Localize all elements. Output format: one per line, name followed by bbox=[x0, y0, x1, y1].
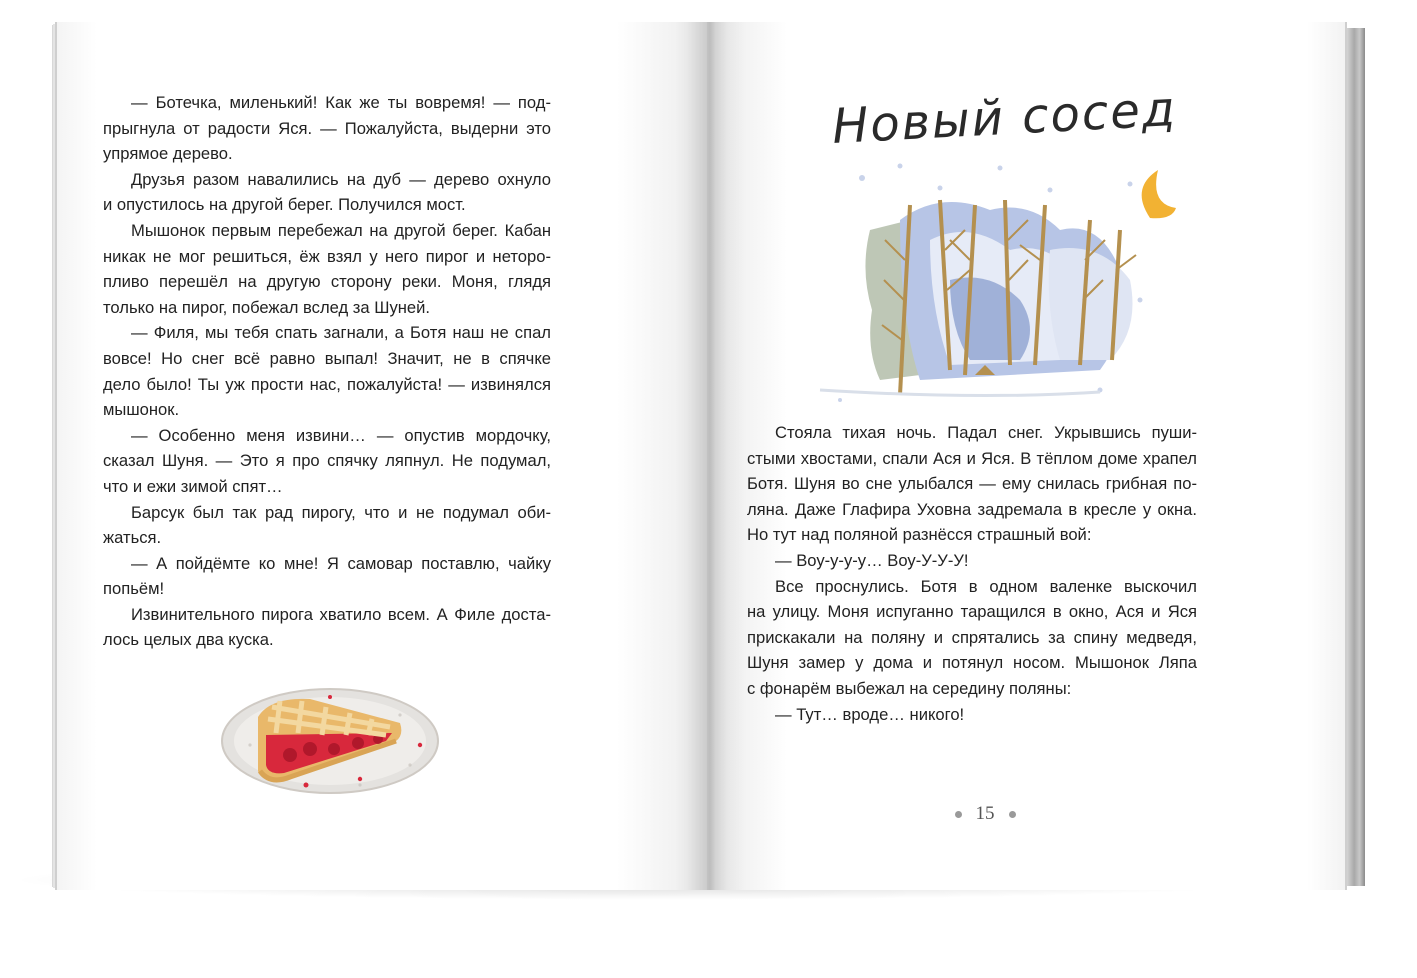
page-number-dot-right bbox=[1009, 811, 1016, 818]
text-line: стыми хвостами, спали Ася и Яся. В тёплом доме храпел bbox=[747, 448, 1197, 468]
pie-slice-illustration bbox=[210, 675, 450, 805]
snowy-forest-illustration bbox=[800, 160, 1160, 410]
text-line: что и ежи зимой спят… bbox=[103, 476, 283, 496]
text-line: Все проснулись. Ботя в одном валенке выскочил bbox=[775, 576, 1197, 596]
page-number-value: 15 bbox=[975, 803, 995, 824]
text-line: никак не мог решиться, ёж взял у него пирог и неторо- bbox=[103, 246, 551, 266]
text-line: сказал Шуня. — Это я про спячку ляпнул. Не подумал, bbox=[103, 451, 551, 471]
page-number bbox=[930, 803, 1040, 825]
text-line: — Воу-у-у-у… Воу-У-У-У! bbox=[775, 550, 969, 570]
text-line: — Тут… вроде… никого! bbox=[775, 704, 965, 724]
text-line: дело было! Ты уж прости нас, пожалуйста! — извинялся bbox=[103, 374, 551, 394]
text-line: Но тут над поляной разнёсся страшный вой: bbox=[747, 525, 1092, 545]
text-line: упрямое дерево. bbox=[103, 144, 233, 164]
paragraph bbox=[103, 500, 551, 551]
left-page-text bbox=[103, 90, 551, 653]
paragraph bbox=[103, 218, 551, 320]
text-line: Шуня замер у дома и потянул носом. Мышонок Ляпа bbox=[747, 653, 1197, 673]
text-line: Стояла тихая ночь. Падал снег. Укрывшись пуши- bbox=[775, 423, 1197, 442]
paragraph bbox=[747, 702, 1197, 728]
text-line: и опустилось на другой берег. Получился мост. bbox=[103, 195, 466, 215]
paragraph bbox=[103, 602, 551, 653]
text-line: Барсук был так рад пирогу, что и не подумал оби- bbox=[131, 502, 551, 522]
text-line: прискакали на поляну и спрятались за спину медведя, bbox=[747, 627, 1197, 647]
text-line: — Филя, мы тебя спать загнали, а Ботя наш не спал bbox=[131, 323, 551, 343]
paragraph bbox=[103, 423, 551, 500]
text-line: прыгнула от радости Яся. — Пожалуйста, выдерни это bbox=[103, 118, 551, 138]
text-line: Извинительного пирога хватило всем. А Филе доста- bbox=[131, 604, 551, 624]
text-line: Мышонок первым перебежал на другой берег. Кабан bbox=[131, 220, 551, 240]
paragraph bbox=[103, 551, 551, 602]
text-line: с фонарём выбежал на середину поляны: bbox=[747, 678, 1072, 698]
paragraph bbox=[747, 574, 1197, 702]
right-page-text bbox=[747, 420, 1197, 727]
text-line: — Ботечка, миленький! Как же ты вовремя! — под- bbox=[131, 93, 551, 112]
text-line: вовсе! Но снег всё равно выпал! Значит, не в спячке bbox=[103, 348, 551, 368]
paragraph bbox=[747, 420, 1197, 548]
text-line: жаться. bbox=[103, 528, 162, 548]
text-line: — Особенно меня извини… — опустив мордочку, bbox=[131, 425, 551, 445]
paragraph bbox=[103, 320, 551, 422]
paragraph bbox=[747, 548, 1197, 574]
chapter-title: Новый сосед bbox=[830, 81, 1179, 155]
text-line: мышонок. bbox=[103, 400, 180, 420]
text-line: — А пойдёмте ко мне! Я самовар поставлю, чайку bbox=[131, 553, 551, 573]
text-line: на улицу. Моня испуганно таращился в окно, Ася и Яся bbox=[747, 602, 1197, 622]
text-line: ляна. Даже Глафира Уховна задремала в кресле у окна. bbox=[747, 499, 1197, 519]
text-line: Друзья разом навалились на дуб — дерево охнуло bbox=[131, 169, 551, 189]
text-line: Ботя. Шуня во сне улыбался — ему снилась грибная по- bbox=[747, 474, 1197, 494]
text-line: лось целых два куска. bbox=[103, 630, 274, 650]
text-line: попьём! bbox=[103, 579, 165, 599]
paragraph bbox=[103, 90, 551, 167]
page-number-dot-left bbox=[955, 811, 962, 818]
text-line: только на пирог, побежал вслед за Шуней. bbox=[103, 297, 431, 317]
text-line: пливо перешёл на другую сторону реки. Моня, глядя bbox=[103, 272, 551, 292]
page-stack-edge bbox=[1347, 28, 1365, 886]
paragraph bbox=[103, 167, 551, 218]
